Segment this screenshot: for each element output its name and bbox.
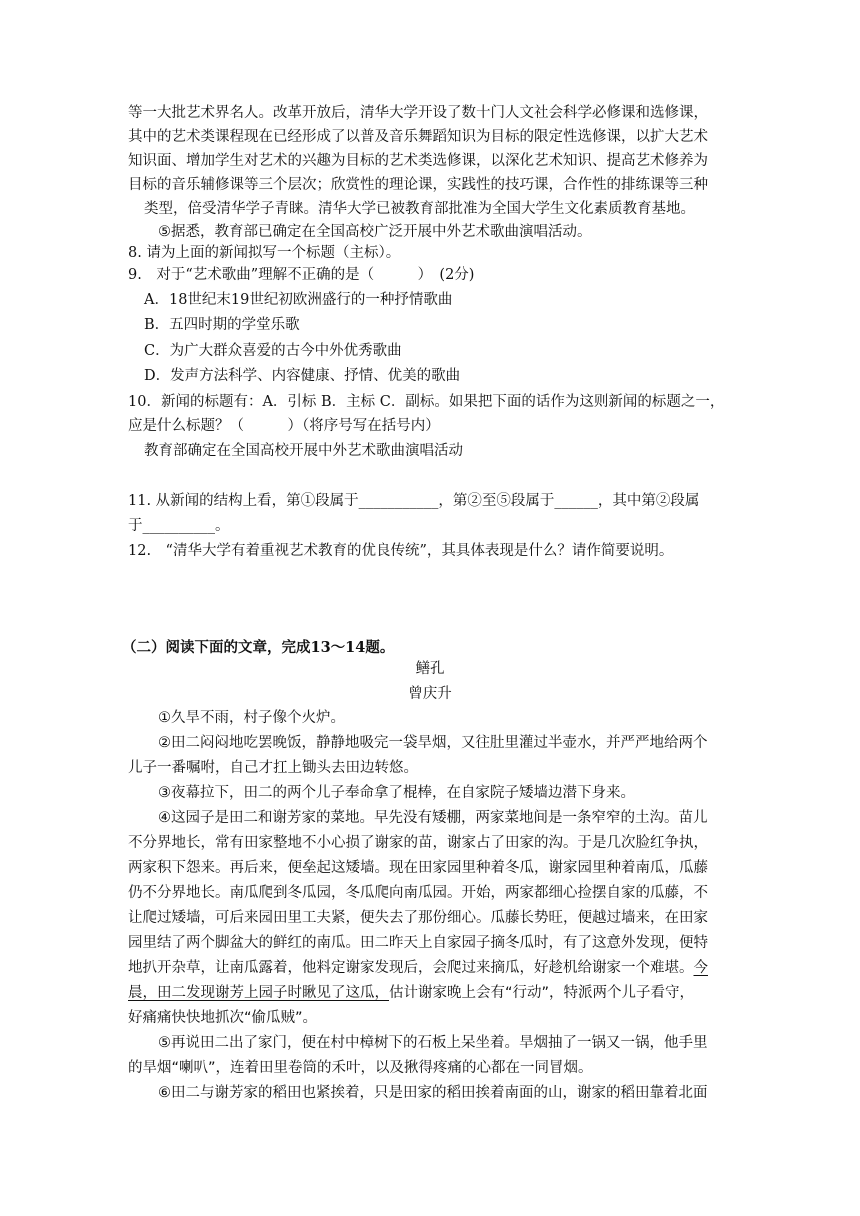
article-line: 让爬过矮墙，可后来园田里工夫紧，便失去了那份细心。瓜藤长势旺，便越过墙来，在田家 bbox=[128, 910, 708, 926]
question-9: 9. 对于“艺术歌曲”理解不正确的是（ ） (2分) bbox=[128, 267, 475, 283]
article-line: ⑤再说田二出了家门，便在村中樟树下的石板上呆坐着。旱烟抽了一锅又一锅，他手里 bbox=[158, 1035, 708, 1051]
article-line: ⑥田二与谢芳家的稻田也紧挨着，只是田家的稻田挨着南面的山，谢家的稻田靠着北面 bbox=[158, 1085, 708, 1101]
underlined-text: 今 bbox=[693, 960, 708, 976]
question-10-quote: 教育部确定在全国高校开展中外艺术歌曲演唱活动 bbox=[144, 443, 463, 459]
news-line: ⑤据悉，教育部已确定在全国高校广泛开展中外艺术歌曲演唱活动。 bbox=[158, 224, 592, 240]
question-11: 11. 从新闻的结构上看，第①段属于___________，第②至⑤段属于______，其中第②段属 bbox=[128, 493, 700, 509]
option-b: B．五四时期的学堂乐歌 bbox=[144, 317, 300, 333]
article-line: 好痛痛快快地抓次“偷瓜贼”。 bbox=[128, 1010, 318, 1026]
article-line: ①久旱不雨，村子像个火炉。 bbox=[158, 710, 345, 726]
article-line: 园里结了两个脚盆大的鲜红的南瓜。田二昨天上自家园子摘冬瓜时，有了这意外发现，便特 bbox=[128, 935, 708, 951]
article-title: 鳝孔 bbox=[415, 661, 445, 677]
section-heading: （二）阅读下面的文章，完成13～14题。 bbox=[122, 639, 395, 656]
article-line: ④这园子是田二和谢芳家的菜地。早先没有矮棚，两家菜地间是一条窄窄的土沟。苗儿 bbox=[158, 810, 708, 826]
article-line: 的旱烟“喇叭”，连着田里卷筒的禾叶，以及揪得疼痛的心都在一同冒烟。 bbox=[128, 1060, 593, 1076]
article-line: 仍不分界地长。南瓜爬到冬瓜园，冬瓜爬向南瓜园。开始，两家都细心捡摆自家的瓜藤，不 bbox=[128, 885, 708, 901]
news-line: 目标的音乐辅修课等三个层次；欣赏性的理论课，实践性的技巧课，合作性的排练课等三种 bbox=[128, 177, 708, 193]
article-line: 两家积下怨来。再后来，便垒起这矮墙。现在田家园里种着冬瓜，谢家园里种着南瓜，瓜藤 bbox=[128, 860, 708, 876]
question-11-line2: 于__________。 bbox=[128, 518, 230, 534]
article-line: 不分界地长，常有田家整地不小心损了谢家的苗，谢家占了田家的沟。于是几次脸红争执， bbox=[128, 835, 708, 851]
option-a: A．18世纪末19世纪初欧洲盛行的一种抒情歌曲 bbox=[144, 292, 453, 308]
question-12: 12. “清华大学有着重视艺术教育的优良传统”，其具体表现是什么？请作简要说明。 bbox=[128, 543, 674, 559]
article-text: 估计谢家晚上会有“行动”，特派两个儿子看守， bbox=[389, 985, 695, 1001]
news-line: 其中的艺术类课程现在已经形成了以普及音乐舞蹈知识为目标的限定性选修课，以扩大艺术 bbox=[128, 129, 708, 145]
news-line: 类型，倍受清华学子青睐。清华大学已被教育部批准为全国大学生文化素质教育基地。 bbox=[144, 201, 695, 217]
question-8: 8. 请为上面的新闻拟写一个标题（主标）。 bbox=[128, 245, 401, 261]
article-line: ②田二闷闷地吃罢晚饭，静静地吸完一袋旱烟，又往肚里灌过半壶水，并严严地给两个 bbox=[158, 735, 708, 751]
question-10: 10．新闻的标题有：A．引标 B．主标 C．副标。如果把下面的话作为这则新闻的标题之一， bbox=[128, 394, 725, 410]
article-line: 儿子一番嘱咐，自己才扛上锄头去田边转悠。 bbox=[128, 760, 418, 776]
article-line: ③夜幕拉下，田二的两个儿子奉命拿了棍棒，在自家院子矮墙边潜下身来。 bbox=[158, 785, 635, 801]
article-line bbox=[128, 983, 694, 1003]
question-10-line2: 应是什么标题？（ ）（将序号写在括号内） bbox=[128, 418, 440, 434]
article-text: 地扒开杂草，让南瓜露着，他料定谢家发现后，会爬过来摘瓜，好趁机给谢家一个难堪。 bbox=[128, 960, 694, 976]
news-line: 等一大批艺术界名人。改革开放后，清华大学开设了数十门人文社会科学必修课和选修课， bbox=[128, 105, 708, 121]
option-c: C．为广大群众喜爱的古今中外优秀歌曲 bbox=[144, 343, 402, 359]
option-d: D．发声方法科学、内容健康、抒情、优美的歌曲 bbox=[144, 368, 461, 384]
underlined-text: 晨，田二发现谢芳上园子时瞅见了这瓜， bbox=[128, 985, 389, 1001]
news-line: 知识面、增加学生对艺术的兴趣为目标的艺术类选修课，以深化艺术知识、提高艺术修养为 bbox=[128, 153, 708, 169]
article-line bbox=[128, 958, 708, 978]
article-author: 曾庆升 bbox=[408, 686, 452, 702]
